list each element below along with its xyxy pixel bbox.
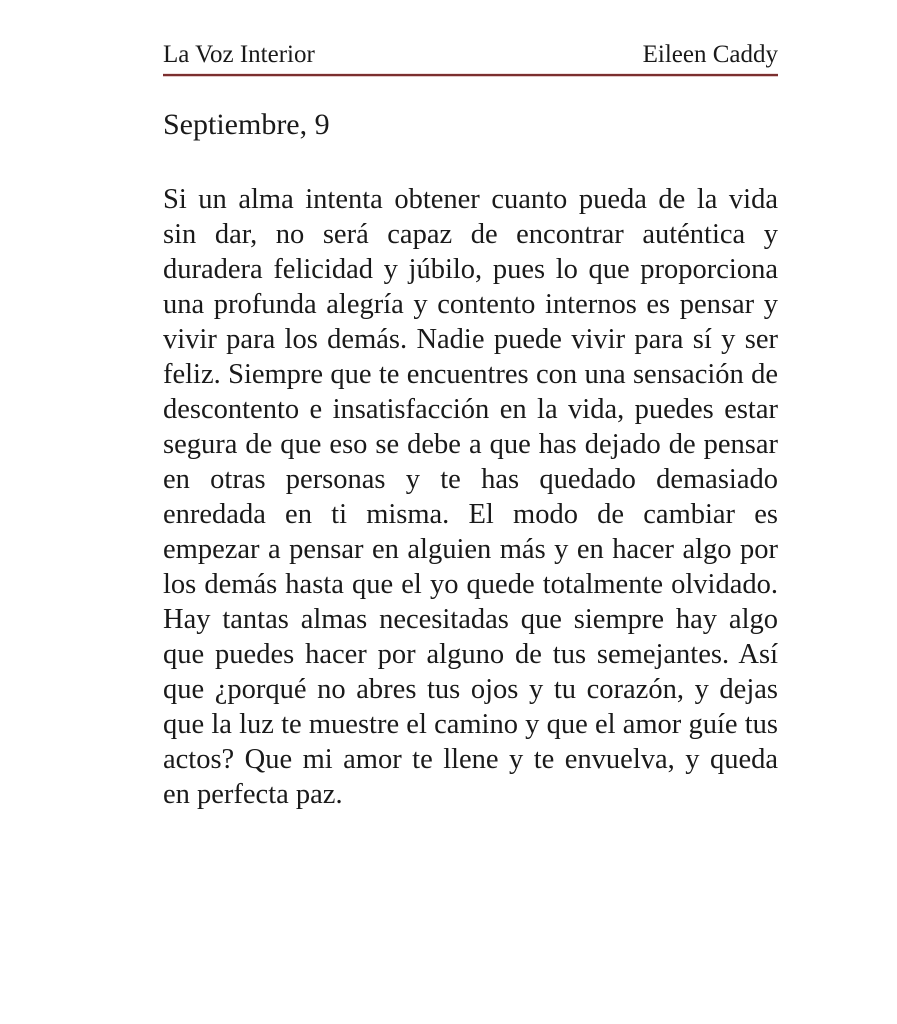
page-content <box>163 40 778 812</box>
header-rule <box>163 74 778 76</box>
page-header <box>163 40 778 74</box>
author-name: Eileen Caddy <box>642 41 778 68</box>
date-heading: Septiembre, 9 <box>163 108 330 141</box>
passage-text: Si un alma intenta obtener cuanto pueda de la vida sin dar, no será capaz de encontrar auténtica y duradera felicidad y júbilo, pues lo que proporciona una profunda alegría y contento internos es pensar y vivir para los demás. Nadie puede vivir para sí y ser feliz. Siempre que te encuentres con una sensación de descontento e insatisfacción en la vida, puedes estar segura de que eso se debe a que has dejado de pensar en otras personas y te has quedado demasiado enredada en ti misma. El modo de cambiar es empezar a pensar en alguien más y en hacer algo por los demás hasta que el yo quede totalmente olvidado. Hay tantas almas necesitadas que siempre hay algo que puedes hacer por alguno de tus semejantes. Así que ¿porqué no abres tus ojos y tu corazón, y dejas que la luz te muestre el camino y que el amor guíe tus actos? Que mi amor te llene y te envuelva, y queda en perfecta paz. <box>163 184 778 810</box>
book-title: La Voz Interior <box>163 41 315 68</box>
